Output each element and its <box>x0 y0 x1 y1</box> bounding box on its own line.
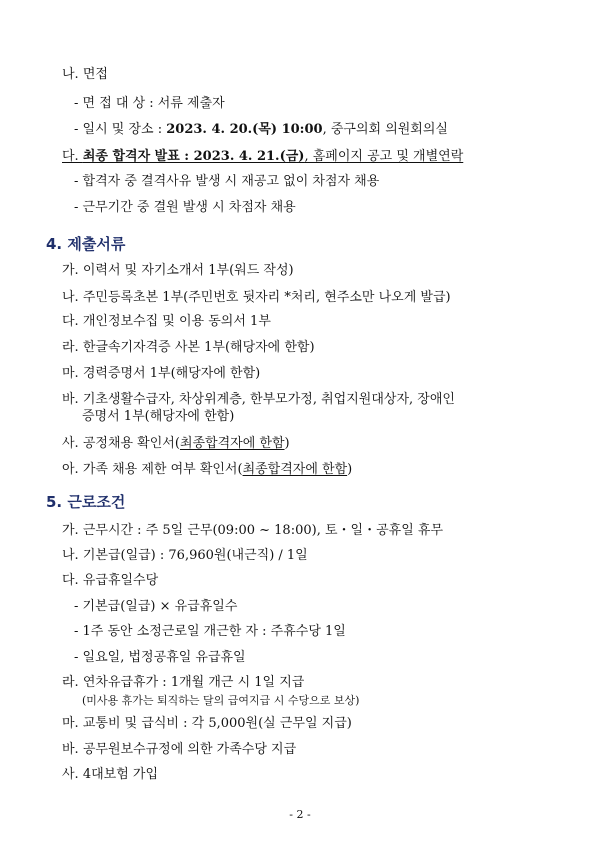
section-5-item: 가. 근무시간 : 주 5일 근무(09:00 ~ 18:00), 토・일・공휴일 휴무 <box>62 523 443 538</box>
section-4-item <box>62 462 352 478</box>
item-text: 사. 공정채용 확인서( <box>62 436 180 451</box>
interview-target-text: 면 접 대 상 : 서류 제출자 <box>82 96 225 111</box>
section-4-item: 나. 주민등록초본 1부(주민번호 뒷자리 *처리, 현주소만 나오게 발급) <box>62 290 451 305</box>
schedule-place: , 중구의회 의원회의실 <box>322 122 448 137</box>
interview-schedule <box>74 122 448 138</box>
section-4-item: 다. 개인정보수집 및 이용 동의서 1부 <box>62 314 271 329</box>
section-4-item: 라. 한글속기자격증 사본 1부(해당자에 한함) <box>62 340 315 355</box>
section-4-item: 마. 경력증명서 1부(해당자에 한함) <box>62 366 261 381</box>
section-5-item: 사. 4대보험 가입 <box>62 767 159 782</box>
item-text: ) <box>347 462 353 477</box>
schedule-date: 2023. 4. 20.(목) 10:00 <box>166 122 323 137</box>
final-prefix: 다. <box>62 149 83 164</box>
section-5-title: 5. 근로조건 <box>46 493 126 511</box>
section-5-subitem: - 1주 동안 소정근로일 개근한 자 : 주휴수당 1일 <box>74 624 346 639</box>
final-date: 최종 합격자 발표 : 2023. 4. 21.(금) <box>82 149 305 164</box>
page-number: - 2 - <box>289 808 311 821</box>
section-5-note: (미사용 휴가는 퇴직하는 달의 급여지급 시 수당으로 보상) <box>82 694 360 707</box>
section-5-item: 다. 유급휴일수당 <box>62 573 159 588</box>
item-underlined: 최종합격자에 한함 <box>179 436 285 451</box>
section-5-item: 마. 교통비 및 급식비 : 각 5,000원(실 근무일 지급) <box>62 716 352 731</box>
section-5-item: 라. 연차유급휴가 : 1개월 개근 시 1일 지급 <box>62 675 305 690</box>
final-method: , 홈페이지 공고 및 개별연락 <box>304 149 464 164</box>
final-note-1: - 합격자 중 결격사유 발생 시 재공고 없이 차점자 채용 <box>74 174 380 189</box>
section-5-subitem: - 기본급(일급) × 유급휴일수 <box>74 599 238 614</box>
bullet: - <box>74 96 83 111</box>
section-5-item: 바. 공무원보수규정에 의한 가족수당 지급 <box>62 742 297 757</box>
section-5-item: 나. 기본급(일급) : 76,960원(내근직) / 1일 <box>62 548 308 563</box>
final-announcement <box>62 149 463 165</box>
item-text: 아. 가족 채용 제한 여부 확인서( <box>62 462 243 477</box>
section-4-item-continued: 증명서 1부(해당자에 한함) <box>82 409 235 424</box>
item-text: ) <box>284 436 290 451</box>
final-note-2: - 근무기간 중 결원 발생 시 차점자 채용 <box>74 200 296 215</box>
interview-label: 나. 면접 <box>62 67 108 82</box>
section-4-item: 바. 기초생활수급자, 차상위계층, 한부모가정, 취업지원대상자, 장애인 <box>62 392 455 407</box>
section-5-subitem: - 일요일, 법정공휴일 유급휴일 <box>74 650 246 665</box>
item-underlined: 최종합격자에 한함 <box>242 462 348 477</box>
section-4-item <box>62 436 290 452</box>
section-4-title: 4. 제출서류 <box>46 235 126 253</box>
section-4-item: 가. 이력서 및 자기소개서 1부(워드 작성) <box>62 263 294 278</box>
schedule-label: - 일시 및 장소 : <box>74 122 167 137</box>
interview-target <box>74 96 225 112</box>
